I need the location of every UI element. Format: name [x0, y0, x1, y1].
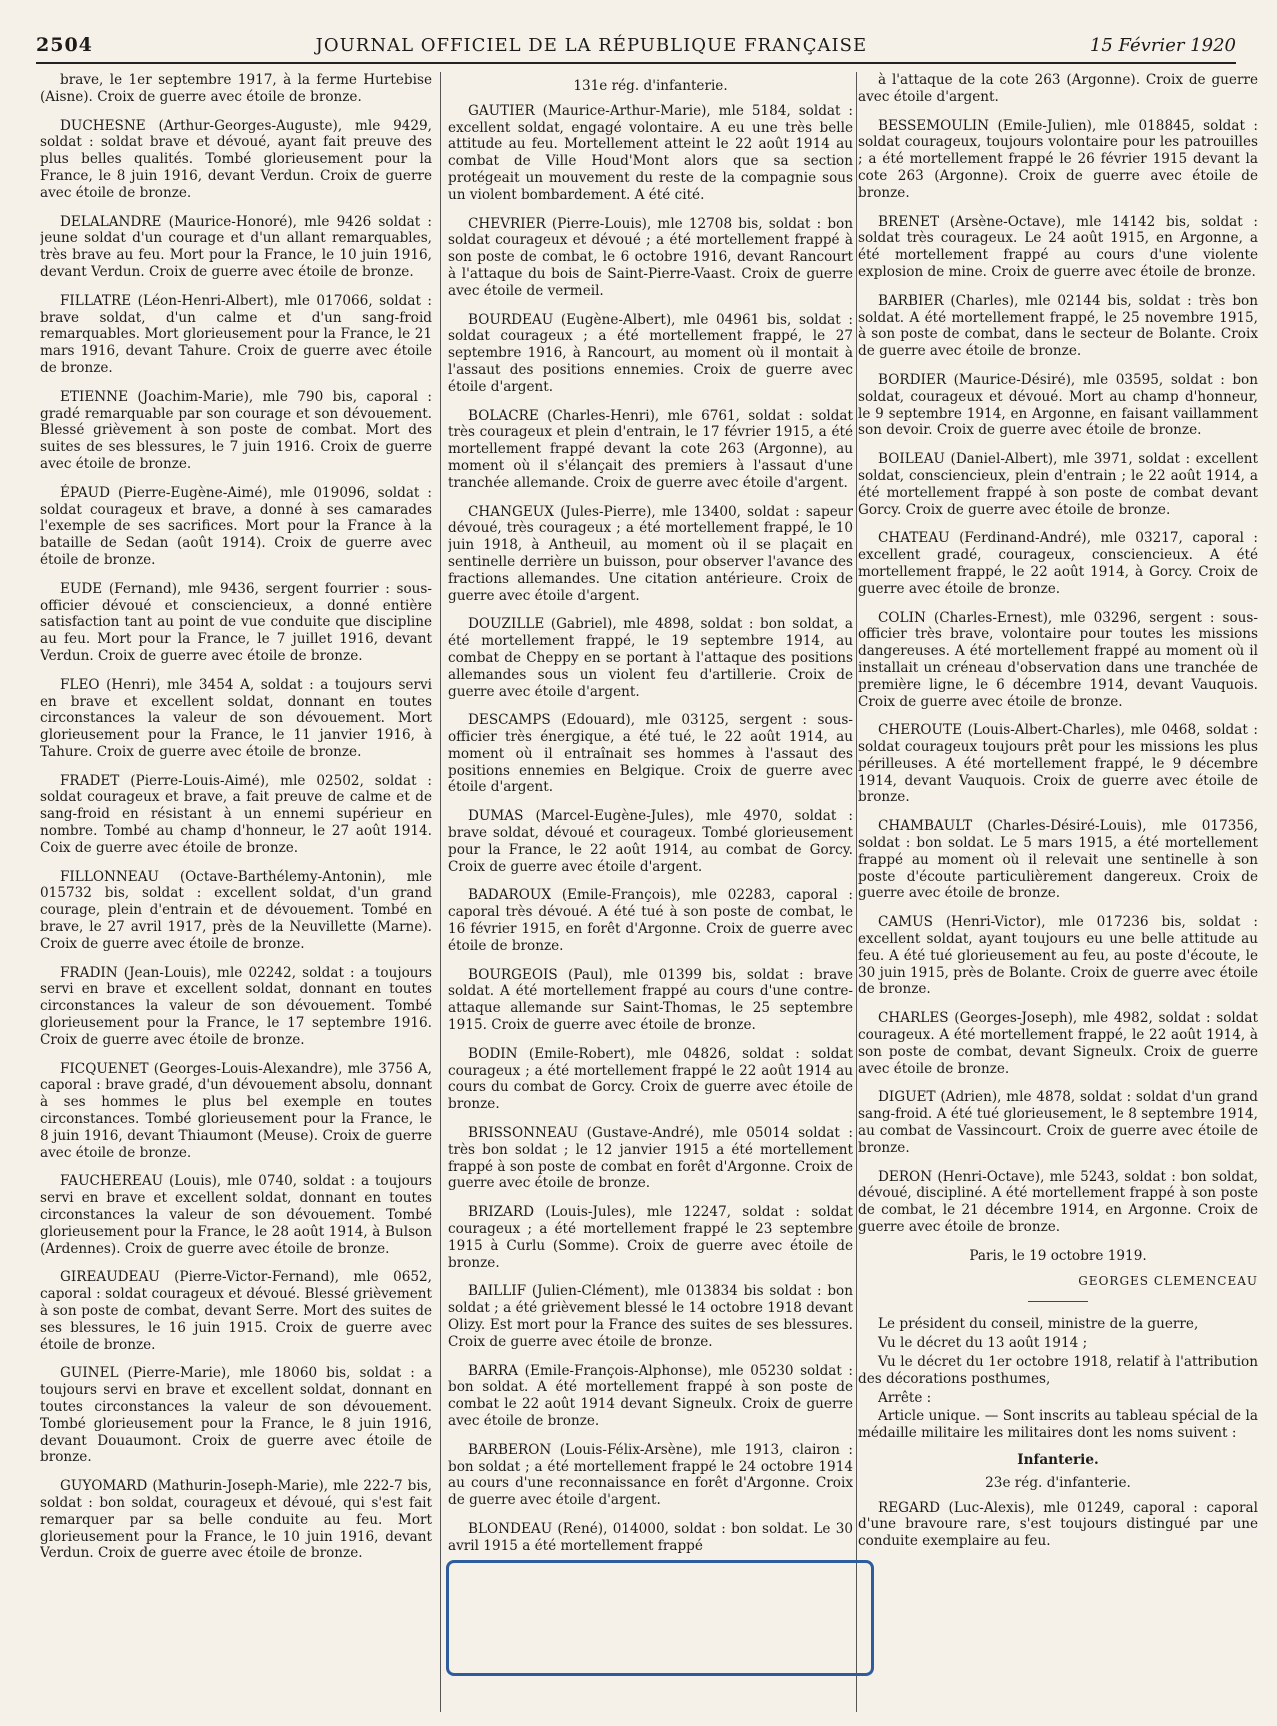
- citation-entry: brave, le 1er septembre 1917, à la ferme Hurtebise (Aisne). Croix de guerre avec étoile de bronze.: [40, 72, 432, 105]
- citation-entry: GUINEL (Pierre-Marie), mle 18060 bis, soldat : a toujours servi en brave et excellent soldat, donnant en toutes circonstances la valeur de son dévouement. Tombé glorieusement pour la France, le 8 juin 1916, devant Douaumont. Croix de guerre avec étoile de bronze.: [40, 1365, 432, 1466]
- column-right: [858, 72, 1258, 1702]
- decree-line: Le président du conseil, ministre de la guerre,: [878, 1316, 1199, 1333]
- regiment-heading: 131e rég. d'infanterie.: [573, 78, 728, 94]
- citation-entry: BOILEAU (Daniel-Albert), mle 3971, soldat : excellent soldat, consciencieux, plein d'entrain ; le 22 août 1914, a été mortellement frappé à son poste de combat devant Gorcy. Croix de guerre avec étoile de bronze.: [858, 451, 1258, 518]
- citation-entry: DIGUET (Adrien), mle 4878, soldat : soldat d'un grand sang-froid. A été tué glorieusement, le 8 septembre 1914, au combat de Vassincourt. Croix de guerre avec étoile de bronze.: [858, 1089, 1258, 1156]
- citation-entry: FRADET (Pierre-Louis-Aimé), mle 02502, soldat : soldat courageux et brave, a fait preuve de calme et de sang-froid en résistant à un ennemi supérieur en nombre. Tombé au champ d'honneur, le 27 août 1914. Coix de guerre avec étoile de bronze.: [40, 772, 432, 856]
- citation-entry: FAUCHEREAU (Louis), mle 0740, soldat : a toujours servi en brave et excellent soldat, donnant en toutes circonstances la valeur de son dévouement. Tombé glorieusement pour la France, le 28 août 1914, à Bulson (Ardennes). Croix de guerre avec étoile de bronze.: [40, 1173, 432, 1257]
- citation-entry: DUMAS (Marcel-Eugène-Jules), mle 4970, soldat : brave soldat, dévoué et courageux. Tombé glorieusement pour la France, le 22 août 1914, au combat de Gorcy. Croix de guerre avec étoile d'argent.: [448, 808, 853, 875]
- arrete-line: Arrête :: [878, 1389, 932, 1406]
- regiment-heading: 23e rég. d'infanterie.: [985, 1474, 1131, 1491]
- citation-entry: CHATEAU (Ferdinand-André), mle 03217, caporal : excellent gradé, courageux, consciencieux. A été mortellement frappé, le 22 août 1914, à Gorcy. Croix de guerre avec étoile de bronze.: [858, 530, 1258, 597]
- citation-entry: FILLONNEAU (Octave-Barthélemy-Antonin), mle 015732 bis, soldat : excellent soldat, d'un grand courage, plein d'entrain et de dévouement. Tombé en brave, le 27 avril 1917, près de la Neuvillette (Marne). Croix de guerre avec étoile de bronze.: [40, 868, 432, 952]
- citation-entry: CHEROUTE (Louis-Albert-Charles), mle 0468, soldat : soldat courageux toujours prêt pour les missions les plus périlleuses. A été mortellement frappé, le 9 décembre 1914, devant Vauquois. Croix de guerre avec étoile de bronze.: [858, 722, 1258, 806]
- citation-entry: BODIN (Emile-Robert), mle 04826, soldat : soldat courageux ; a été mortellement frappé le 22 août 1914 au cours du combat de Gorcy. Croix de guerre avec étoile de bronze.: [448, 1045, 853, 1113]
- highlighted-citation-entry: BARBERON (Louis-Félix-Arsène), mle 1913, clairon : bon soldat ; a été mortellement frappé le 24 octobre 1914 au cours d'une reconnaissance en forêt d'Argonne. Croix de guerre avec étoile d'argent.: [448, 1441, 853, 1509]
- citation-entry: BRIZARD (Louis-Jules), mle 12247, soldat : soldat courageux ; a été mortellement frappé le 23 septembre 1915 à Curlu (Somme). Croix de guerre avec étoile de bronze.: [448, 1204, 853, 1271]
- citation-entry: CHARLES (Georges-Joseph), mle 4982, soldat : soldat courageux. A été mortellement frappé, le 22 août 1914, à son poste de combat, devant Signeulx. Croix de guerre avec étoile de bronze.: [858, 1010, 1258, 1077]
- column-divider: [440, 72, 441, 1712]
- citation-entry: FLEO (Henri), mle 3454 A, soldat : a toujours servi en brave et excellent soldat, donnant en toutes circonstances la valeur de son dévouement. Mort glorieusement pour la France, le 11 janvier 1916, à Tahure. Croix de guerre avec étoile de bronze.: [40, 676, 432, 760]
- citation-entry: BOURGEOIS (Paul), mle 01399 bis, soldat : brave soldat. A été mortellement frappé au cours d'une contre-attaque allemande sur Saint-Thomas, le 25 septembre 1915. Croix de guerre avec étoile de bronze.: [448, 966, 853, 1034]
- citation-entry: COLIN (Charles-Ernest), mle 03296, sergent : sous-officier très brave, volontaire pour toutes les missions dangereuses. A été mortellement frappé au moment où il installait un créneau d'observation dans une tranchée de première ligne, le 6 décembre 1914, devant Vauquois. Croix de guerre avec étoile de bronze.: [858, 609, 1258, 710]
- citation-entry: BOLACRE (Charles-Henri), mle 6761, soldat : soldat très courageux et plein d'entrain, le 17 février 1915, a été mortellement frappé devant la cote 263 (Argonne), au moment où il s'élançait des premiers à l'assaut d'une tranchée allemande. Croix de guerre avec étoile d'argent.: [448, 407, 853, 491]
- citation-entry: BARBIER (Charles), mle 02144 bis, soldat : très bon soldat. A été mortellement frappé, le 25 novembre 1915, à son poste de combat, dans le secteur de Bolante. Croix de guerre avec étoile de bronze.: [858, 292, 1258, 360]
- citation-entry: REGARD (Luc-Alexis), mle 01249, caporal : caporal d'une bravoure rare, s'est toujours distingué par une conduite exemplaire au feu.: [858, 1499, 1258, 1550]
- citation-entry: à l'attaque de la cote 263 (Argonne). Croix de guerre avec étoile d'argent.: [858, 72, 1258, 105]
- column-left: [40, 72, 432, 1702]
- citation-entry: ÉPAUD (Pierre-Eugène-Aimé), mle 019096, soldat : soldat courageux et brave, a donné à ses camarades l'exemple de ses sacrifices. Mort pour la France à la bataille de Sedan (août 1914). Croix de guerre avec étoile de bronze.: [40, 484, 432, 568]
- citation-entry: FICQUENET (Georges-Louis-Alexandre), mle 3756 A, caporal : brave gradé, d'un dévouement absolu, donnant à ses hommes le plus bel exemple en toutes circonstances. Tombé glorieusement pour la France, le 8 juin 1916, devant Thiaumont (Meuse). Croix de guerre avec étoile de bronze.: [40, 1060, 432, 1161]
- citation-entry: CAMUS (Henri-Victor), mle 017236 bis, soldat : excellent soldat, ayant toujours eu une belle attitude au feu. A été tué glorieusement au feu, au poste d'écoute, le 30 juin 1915, près de Bolante. Croix de guerre avec étoile de bronze.: [858, 914, 1258, 998]
- article-unique: Article unique. — Sont inscrits au tableau spécial de la médaille militaire les militaires dont les noms suivent :: [858, 1408, 1258, 1442]
- place-date: Paris, le 19 octobre 1919.: [969, 1247, 1147, 1264]
- citation-entry: BRENET (Arsène-Octave), mle 14142 bis, soldat : soldat très courageux. Le 24 août 1915, en Argonne, a été mortellement frappé au cours d'une violente explosion de mine. Croix de guerre avec étoile de bronze.: [858, 213, 1258, 280]
- citation-entry: DOUZILLE (Gabriel), mle 4898, soldat : bon soldat, a été mortellement frappé, le 19 septembre 1914, au combat de Cheppy en se portant à l'attaque des positions allemandes sous un violent feu d'artillerie. Croix de guerre avec étoile d'argent.: [448, 616, 853, 700]
- citation-entry: GIREAUDEAU (Pierre-Victor-Fernand), mle 0652, caporal : soldat courageux et dévoué. Blessé grièvement à son poste de combat, devant Serre. Mort des suites de ses blessures, le 16 juin 1915. Croix de guerre avec étoile de bronze.: [40, 1269, 432, 1353]
- page-number: 2504: [36, 34, 93, 56]
- citation-entry: DERON (Henri-Octave), mle 5243, soldat : bon soldat, dévoué, discipliné. A été mortellement frappé à son poste de combat, le 21 décembre 1914, en Argonne. Croix de guerre avec étoile de bronze.: [858, 1168, 1258, 1236]
- citation-entry: BADAROUX (Emile-François), mle 02283, caporal : caporal très dévoué. A été tué à son poste de combat, le 16 février 1915, en forêt d'Argonne. Croix de guerre avec étoile de bronze.: [448, 887, 853, 954]
- citation-entry: BESSEMOULIN (Emile-Julien), mle 018845, soldat : soldat courageux, toujours volontaire pour les patrouilles ; a été mortellement frappé le 26 février 1915 devant la cote 263 (Argonne). Croix de guerre avec étoile de bronze.: [858, 117, 1258, 201]
- highlight-box: [446, 1560, 874, 1676]
- citation-entry: FILLATRE (Léon-Henri-Albert), mle 017066, soldat : brave soldat, d'un calme et d'un sang-froid remarquables. Mort glorieusement pour la France, le 21 mars 1916, devant Tahure. Croix de guerre avec étoile de bronze.: [40, 292, 432, 376]
- decree-line: Vu le décret du 13 août 1914 ;: [878, 1335, 1088, 1352]
- journal-title: JOURNAL OFFICIEL DE LA RÉPUBLIQUE FRANÇAISE: [315, 35, 868, 56]
- issue-date: 15 Février 1920: [1089, 35, 1236, 56]
- citation-entry: DESCAMPS (Edouard), mle 03125, sergent : sous-officier très énergique, a été tué, le 22 août 1914, au moment où il entraînait ses hommes à l'assaut des positions ennemies en Belgique. Croix de guerre avec étoile d'argent.: [448, 712, 853, 796]
- header-rule: [36, 62, 1236, 64]
- citation-entry: BRISSONNEAU (Gustave-André), mle 05014 soldat : très bon soldat ; le 12 janvier 1915 a été mortellement frappé à son poste de combat en forêt d'Argonne. Croix de guerre avec étoile de bronze.: [448, 1125, 853, 1192]
- citation-entry: GUYOMARD (Mathurin-Joseph-Marie), mle 222-7 bis, soldat : bon soldat, courageux et dévoué, qui s'est fait remarquer par sa belle conduite au feu. Mort glorieusement pour la France, le 10 juin 1916, devant Verdun. Croix de guerre avec étoile de bronze.: [40, 1478, 432, 1562]
- citation-entry: CHAMBAULT (Charles-Désiré-Louis), mle 017356, soldat : bon soldat. Le 5 mars 1915, a été mortellement frappé au moment où il relevait une sentinelle à son poste d'écoute particulièrement dangereux. Croix de guerre avec étoile de bronze.: [858, 818, 1258, 902]
- citation-entry: BAILLIF (Julien-Clément), mle 013834 bis soldat : bon soldat ; a été grièvement blessé le 14 octobre 1918 devant Olizy. Est mort pour la France des suites de ses blessures. Croix de guerre avec étoile de bronze.: [448, 1283, 853, 1350]
- citation-entry: BOURDEAU (Eugène-Albert), mle 04961 bis, soldat : soldat courageux ; a été mortellement frappé, le 27 septembre 1916, à Rancourt, au moment où il montait à l'assaut des positions ennemies. Croix de guerre avec étoile d'argent.: [448, 311, 853, 395]
- citation-entry: FRADIN (Jean-Louis), mle 02242, soldat : a toujours servi en brave et excellent soldat, donnant en toutes circonstances la valeur de son dévouement. Tombé glorieusement pour la France, le 17 septembre 1916. Croix de guerre avec étoile de bronze.: [40, 964, 432, 1048]
- section-separator: [1028, 1301, 1088, 1302]
- signature: GEORGES CLEMENCEAU: [1078, 1273, 1258, 1288]
- citation-entry: EUDE (Fernand), mle 9436, sergent fourrier : sous-officier dévoué et consciencieux, a donné entière satisfaction tant au point de vue conduite que discipline au feu. Mort pour la France, le 7 juillet 1916, devant Verdun. Croix de guerre avec étoile de bronze.: [40, 580, 432, 664]
- citation-entry: BLONDEAU (René), 014000, soldat : bon soldat. Le 30 avril 1915 a été mortellement frappé: [448, 1520, 853, 1554]
- decree-line: Vu le décret du 1er octobre 1918, relatif à l'attribution des décorations posthumes,: [858, 1354, 1258, 1387]
- citation-entry: GAUTIER (Maurice-Arthur-Marie), mle 5184, soldat : excellent soldat, engagé volontaire. A eu une très belle attitude au feu. Mortellement atteint le 22 août 1914 au combat de Ville Houd'Mont alors que sa section protégeait un mouvement du reste de la compagnie sous un violent bombardement. A été cité.: [448, 102, 853, 203]
- citation-entry: BARRA (Emile-François-Alphonse), mle 05230 soldat : bon soldat. A été mortellement frappé à son poste de combat le 22 août 1914 devant Signeulx. Croix de guerre avec étoile de bronze.: [448, 1362, 853, 1429]
- citation-entry: ETIENNE (Joachim-Marie), mle 790 bis, caporal : gradé remarquable par son courage et son dévouement. Blessé grièvement à son poste de combat. Mort des suites de ses blessures, le 7 juin 1916. Croix de guerre avec étoile de bronze.: [40, 388, 432, 472]
- citation-entry: DELALANDRE (Maurice-Honoré), mle 9426 soldat : jeune soldat d'un courage et d'un allant remarquables, très brave au feu. Mort pour la France, le 10 juin 1916, devant Verdun. Croix de guerre avec étoile de bronze.: [40, 213, 432, 280]
- column-middle: [448, 72, 853, 1702]
- citation-entry: CHEVRIER (Pierre-Louis), mle 12708 bis, soldat : bon soldat courageux et dévoué ; a été mortellement frappé à son poste de combat, le 6 octobre 1916, devant Rancourt à l'attaque du bois de Saint-Pierre-Vaast. Croix de guerre avec étoile de vermeil.: [448, 215, 853, 299]
- page-header: [36, 34, 1236, 60]
- citation-entry: BORDIER (Maurice-Désiré), mle 03595, soldat : bon soldat, courageux et dévoué. Mort au champ d'honneur, le 9 septembre 1914, en Argonne, en faisant vaillamment son devoir. Croix de guerre avec étoile de bronze.: [858, 371, 1258, 439]
- citation-entry: CHANGEUX (Jules-Pierre), mle 13400, soldat : sapeur dévoué, très courageux ; a été mortellement frappé, le 10 juin 1918, à Antheuil, au moment où il se plaçait en sentinelle derrière un buisson, pour observer l'avance des fractions allemandes. Une citation antérieure. Croix de guerre avec étoile d'argent.: [448, 503, 853, 604]
- citation-entry: DUCHESNE (Arthur-Georges-Auguste), mle 9429, soldat : soldat brave et dévoué, ayant fait preuve des plus belles qualités. Tombé glorieusement pour la France, le 8 juin 1916, devant Verdun. Croix de guerre avec étoile de bronze.: [40, 117, 432, 201]
- column-divider: [856, 72, 857, 1712]
- section-heading: Infanterie.: [1017, 1451, 1099, 1468]
